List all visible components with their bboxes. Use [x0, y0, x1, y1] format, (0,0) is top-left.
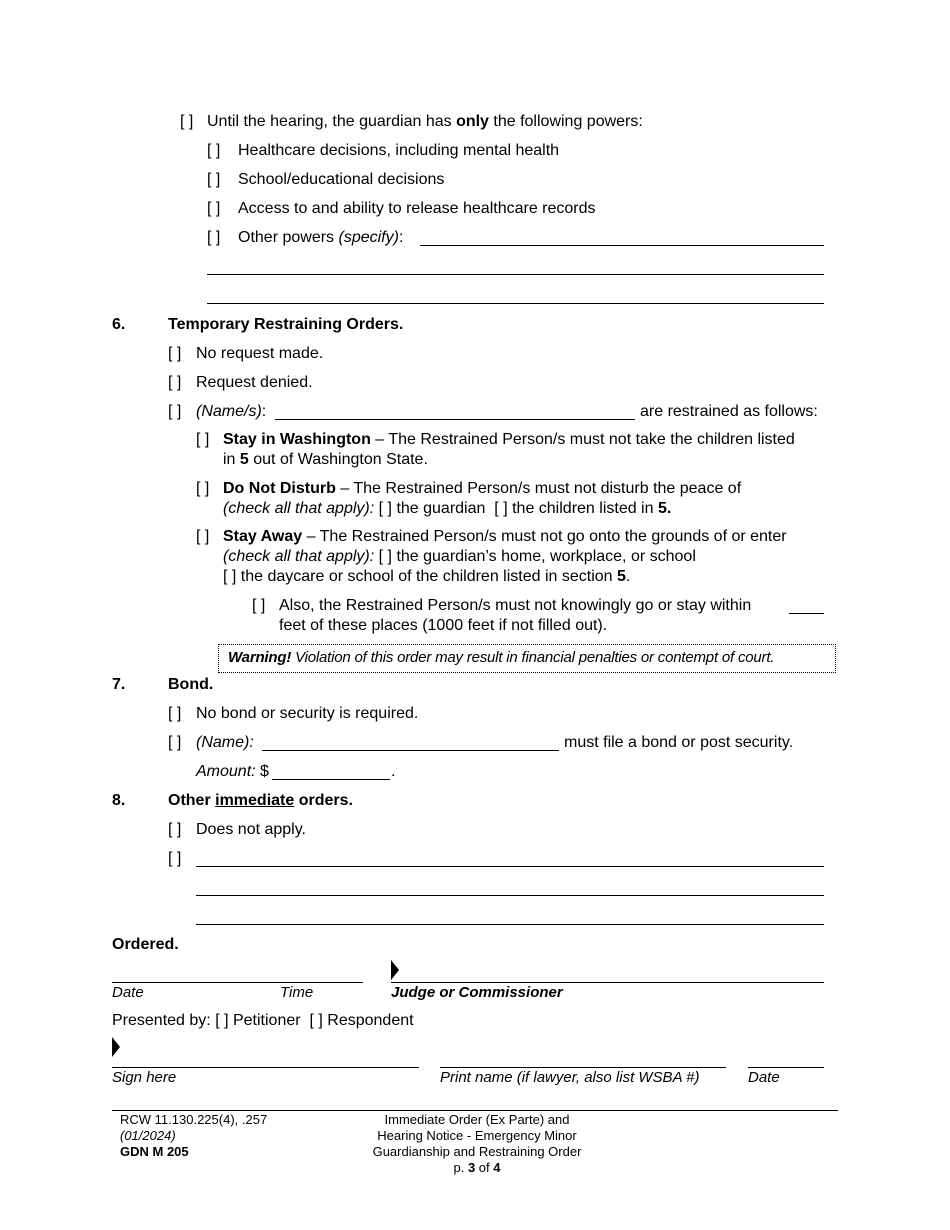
no-bond-label: No bond or security is required.	[196, 705, 419, 722]
no-bond-checkbox[interactable]: [ ]	[168, 705, 182, 722]
stay-away-daycare-label: the daycare or school of the children listed in section 5.	[240, 568, 631, 585]
bond-name-field[interactable]	[262, 750, 559, 751]
footer-revision: (01/2024)	[120, 1128, 176, 1143]
dnd-guardian-label: the guardian	[396, 500, 486, 517]
other-powers-field-line2[interactable]	[207, 274, 824, 275]
sign-here-label: Sign here	[112, 1069, 177, 1086]
powers-limited-checkbox[interactable]	[180, 112, 193, 132]
footer-title-3: Guardianship and Restraining Order	[372, 1144, 582, 1159]
powers-intro: Until the hearing, the guardian has only the following powers:	[207, 113, 643, 130]
must-file-bond: must file a bond or post security.	[564, 734, 794, 751]
presented-by: Presented by: [ ] Petitioner [ ] Respondent	[112, 1012, 414, 1029]
print-name-label: Print name (if lawyer, also list WSBA #)	[440, 1069, 700, 1086]
respondent-label: Respondent	[327, 1012, 414, 1029]
stay-away-text: Stay Away – The Restrained Person/s must not go onto the grounds of or enter	[223, 528, 787, 545]
do-not-disturb-checkbox[interactable]: [ ]	[196, 480, 210, 497]
petitioner-checkbox[interactable]: [ ]	[215, 1012, 229, 1029]
no-request-label: No request made.	[196, 345, 324, 362]
stay-away-daycare-checkbox[interactable]: [ ]	[223, 568, 237, 585]
distance-text: Also, the Restrained Person/s must not knowingly go or stay within	[279, 597, 752, 614]
distance-feet-field[interactable]	[789, 613, 824, 614]
power-school-checkbox[interactable]: [ ]	[207, 171, 221, 188]
stay-in-washington-text: Stay in Washington – The Restrained Person/s must not take the children listed	[223, 431, 795, 448]
power-records-label: Access to and ability to release healthcare records	[238, 200, 596, 217]
restrained-as-follows: are restrained as follows:	[640, 403, 818, 420]
bond-name-checkbox[interactable]: [ ]	[168, 734, 182, 751]
restrained-names-field[interactable]	[275, 419, 635, 420]
power-school-label: School/educational decisions	[238, 171, 445, 188]
section-8-title: Other immediate orders.	[168, 792, 353, 809]
respondent-checkbox[interactable]: [ ]	[309, 1012, 323, 1029]
section-8-number: 8.	[112, 792, 126, 809]
other-powers-field-line3[interactable]	[207, 303, 824, 304]
section-7-title: Bond.	[168, 676, 214, 693]
footer-title-1: Immediate Order (Ex Parte) and	[384, 1112, 570, 1127]
amount-period: .	[391, 763, 396, 780]
section-6-number: 6.	[112, 316, 126, 333]
no-request-checkbox[interactable]: [ ]	[168, 345, 182, 362]
distance-checkbox[interactable]: [ ]	[252, 597, 266, 614]
stay-in-washington-checkbox[interactable]: [ ]	[196, 431, 210, 448]
power-other-checkbox[interactable]: [ ]	[207, 229, 221, 246]
date-label: Date	[112, 984, 144, 1001]
amount-label: Amount: $	[196, 763, 269, 780]
warning-box	[218, 644, 836, 673]
other-orders-field[interactable]	[196, 866, 824, 867]
request-denied-label: Request denied.	[196, 374, 313, 391]
time-label: Time	[280, 984, 314, 1001]
section-7-number: 7.	[112, 676, 126, 693]
sign-arrow-icon	[391, 960, 399, 980]
checkbox[interactable]: [ ]	[180, 113, 194, 130]
restrained-names-checkbox[interactable]: [ ]	[168, 403, 182, 420]
footer-rule	[112, 1110, 838, 1111]
petitioner-label: Petitioner	[232, 1012, 301, 1029]
stay-away-checkbox[interactable]: [ ]	[196, 528, 210, 545]
sign-arrow-icon	[112, 1037, 120, 1057]
restrained-names-label: (Name/s):	[196, 403, 267, 420]
bond-name-label: (Name):	[196, 734, 254, 751]
distance-text-2: feet of these places (1000 feet if not filled out).	[279, 617, 608, 634]
amount-field[interactable]	[272, 779, 390, 780]
request-denied-checkbox[interactable]: [ ]	[168, 374, 182, 391]
stay-away-options: (check all that apply): [ ] the guardian’s home, workplace, or school	[223, 548, 696, 565]
dnd-children-label: the children listed in 5.	[512, 500, 672, 517]
not-apply-label: Does not apply.	[196, 821, 306, 838]
footer-form-number: GDN M 205	[120, 1144, 189, 1159]
footer-page-number: p. 3 of 4	[453, 1160, 501, 1175]
footer-rcw: RCW 11.130.225(4), .257	[120, 1112, 268, 1127]
do-not-disturb-options: (check all that apply): [ ] the guardian [ ] the children listed in 5.	[223, 500, 672, 517]
stay-away-home-label: the guardian’s home, workplace, or school	[396, 548, 696, 565]
other-orders-field-line2[interactable]	[196, 895, 824, 896]
stay-away-home-checkbox[interactable]: [ ]	[378, 548, 392, 565]
other-orders-field-line3[interactable]	[196, 924, 824, 925]
power-other-label: Other powers (specify):	[238, 229, 404, 246]
other-orders-checkbox[interactable]: [ ]	[168, 850, 182, 867]
do-not-disturb-text: Do Not Disturb – The Restrained Person/s must not disturb the peace of	[223, 480, 742, 497]
other-powers-field[interactable]	[420, 245, 824, 246]
stay-away-daycare	[223, 567, 630, 587]
judge-label: Judge or Commissioner	[391, 984, 563, 1001]
dnd-children-checkbox[interactable]: [ ]	[494, 500, 508, 517]
power-records-checkbox[interactable]: [ ]	[207, 200, 221, 217]
warning-text: Warning! Violation of this order may result in financial penalties or contempt of court.	[228, 649, 775, 666]
power-healthcare-checkbox[interactable]: [ ]	[207, 142, 221, 159]
stay-in-washington-text-2: in 5 out of Washington State.	[223, 451, 428, 468]
power-healthcare-label: Healthcare decisions, including mental health	[238, 142, 560, 159]
presenter-date-label: Date	[748, 1069, 780, 1086]
section-6-title: Temporary Restraining Orders.	[168, 316, 404, 333]
dnd-guardian-checkbox[interactable]: [ ]	[378, 500, 392, 517]
not-apply-checkbox[interactable]: [ ]	[168, 821, 182, 838]
footer-title-2: Hearing Notice - Emergency Minor	[377, 1128, 577, 1143]
ordered-heading: Ordered.	[112, 936, 179, 953]
date-time-field[interactable]	[112, 982, 363, 983]
